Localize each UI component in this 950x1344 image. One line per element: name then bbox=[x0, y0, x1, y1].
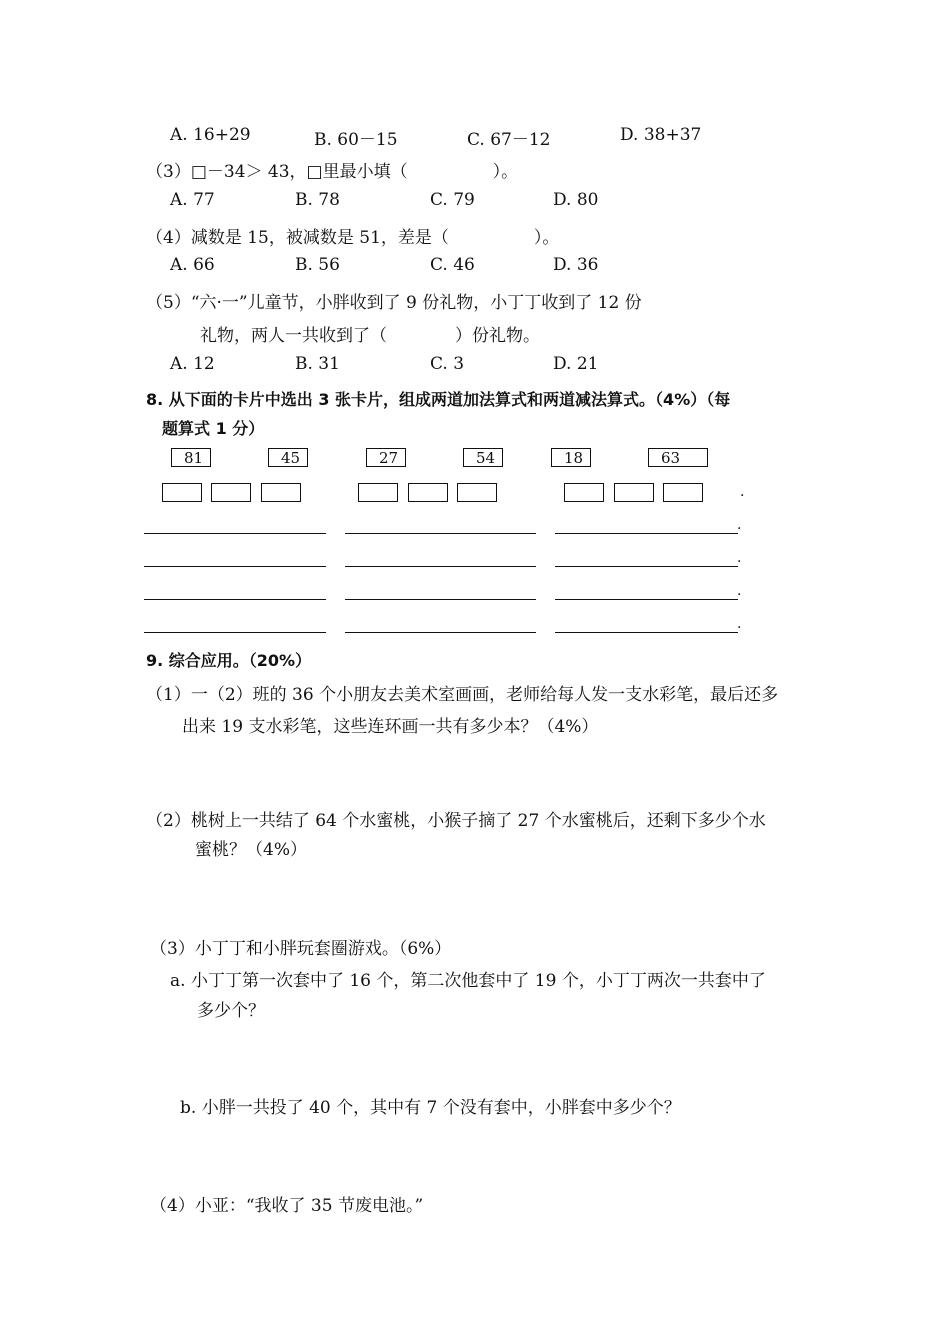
card-slot[interactable] bbox=[211, 483, 251, 502]
q9-4: （4）小亚：“我收了 35 节废电池。” bbox=[150, 1196, 424, 1216]
card-slot[interactable] bbox=[564, 483, 604, 502]
card-slot[interactable] bbox=[261, 483, 301, 502]
answer-line[interactable] bbox=[555, 632, 738, 633]
number-card: 18 bbox=[551, 448, 591, 467]
card-slot[interactable] bbox=[408, 483, 448, 502]
q7-3-stem: （3）□－34＞ 43，□里最小填（ ）。 bbox=[146, 162, 519, 182]
q7-5-stem-line2: 礼物，两人一共收到了（ ）份礼物。 bbox=[200, 326, 540, 346]
option-c-line1: C. 67－12 bbox=[467, 130, 551, 150]
q9-2-line1: （2）桃树上一共结了 64 个水蜜桃，小猴子摘了 27 个水蜜桃后，还剩下多少个水 bbox=[146, 811, 766, 831]
q9-3a-line2: 多少个？ bbox=[197, 1001, 265, 1021]
answer-line[interactable] bbox=[345, 533, 536, 534]
option-b-line1: B. 60－15 bbox=[314, 130, 398, 150]
q7-4-option-b: B. 56 bbox=[295, 255, 340, 275]
q7-3-option-d: D. 80 bbox=[553, 190, 599, 210]
q9-3-title: （3）小丁丁和小胖玩套圈游戏。（6%） bbox=[150, 939, 452, 959]
card-slot[interactable] bbox=[614, 483, 654, 502]
card-slot[interactable] bbox=[457, 483, 497, 502]
answer-line[interactable] bbox=[345, 566, 536, 567]
number-card: 63 bbox=[648, 448, 708, 467]
q9-3b: b. 小胖一共投了 40 个，其中有 7 个没有套中，小胖套中多少个？ bbox=[180, 1098, 681, 1118]
answer-line[interactable] bbox=[345, 632, 536, 633]
q8-title-line1: 8. 从下面的卡片中选出 3 张卡片，组成两道加法算式和两道减法算式。（4%）（每 bbox=[146, 390, 731, 409]
number-card: 27 bbox=[366, 448, 406, 467]
card-slot[interactable] bbox=[358, 483, 398, 502]
q9-1-line2: 出来 19 支水彩笔，这些连环画一共有多少本？（4%） bbox=[182, 717, 599, 737]
answer-line[interactable] bbox=[144, 599, 326, 600]
q7-3-option-a: A. 77 bbox=[170, 190, 215, 210]
line-end-dot: . bbox=[737, 550, 742, 566]
answer-line[interactable] bbox=[555, 566, 738, 567]
q7-4-option-a: A. 66 bbox=[170, 255, 215, 275]
q7-4-option-c: C. 46 bbox=[430, 255, 475, 275]
number-card: 54 bbox=[463, 448, 503, 467]
card-slot[interactable] bbox=[663, 483, 703, 502]
line-end-dot: . bbox=[737, 583, 742, 599]
q9-2-line2: 蜜桃？（4%） bbox=[195, 840, 307, 860]
number-card: 45 bbox=[268, 448, 308, 467]
answer-line[interactable] bbox=[144, 566, 326, 567]
q7-3-option-c: C. 79 bbox=[430, 190, 475, 210]
answer-line[interactable] bbox=[144, 533, 326, 534]
line-end-dot: . bbox=[737, 616, 742, 632]
q7-3-option-b: B. 78 bbox=[295, 190, 340, 210]
q9-title: 9. 综合应用。（20%） bbox=[146, 651, 312, 670]
q7-5-option-c: C. 3 bbox=[430, 354, 465, 374]
option-d-line1: D. 38+37 bbox=[620, 125, 702, 145]
q9-1-line1: （1）一（2）班的 36 个小朋友去美术室画画，老师给每人发一支水彩笔，最后还多 bbox=[146, 685, 779, 705]
q7-4-option-d: D. 36 bbox=[553, 255, 599, 275]
q7-4-stem: （4）减数是 15，被减数是 51，差是（ ）。 bbox=[146, 228, 560, 248]
q7-5-option-a: A. 12 bbox=[170, 354, 215, 374]
number-card: 81 bbox=[171, 448, 211, 467]
q7-5-option-b: B. 31 bbox=[295, 354, 340, 374]
answer-line[interactable] bbox=[345, 599, 536, 600]
answer-line[interactable] bbox=[144, 632, 326, 633]
q7-5-stem-line1: （5）“六·一”儿童节，小胖收到了 9 份礼物，小丁丁收到了 12 份 bbox=[146, 293, 642, 313]
q8-title-line2: 题算式 1 分） bbox=[162, 419, 265, 438]
q9-3a-line1: a. 小丁丁第一次套中了 16 个，第二次他套中了 19 个，小丁丁两次一共套中了 bbox=[170, 971, 766, 991]
answer-line[interactable] bbox=[555, 599, 738, 600]
answer-line[interactable] bbox=[555, 533, 738, 534]
line-end-dot: . bbox=[737, 517, 742, 533]
line-end-dot: . bbox=[740, 484, 745, 500]
card-slot[interactable] bbox=[162, 483, 202, 502]
q7-5-option-d: D. 21 bbox=[553, 354, 599, 374]
option-a-line1: A. 16+29 bbox=[170, 125, 251, 145]
